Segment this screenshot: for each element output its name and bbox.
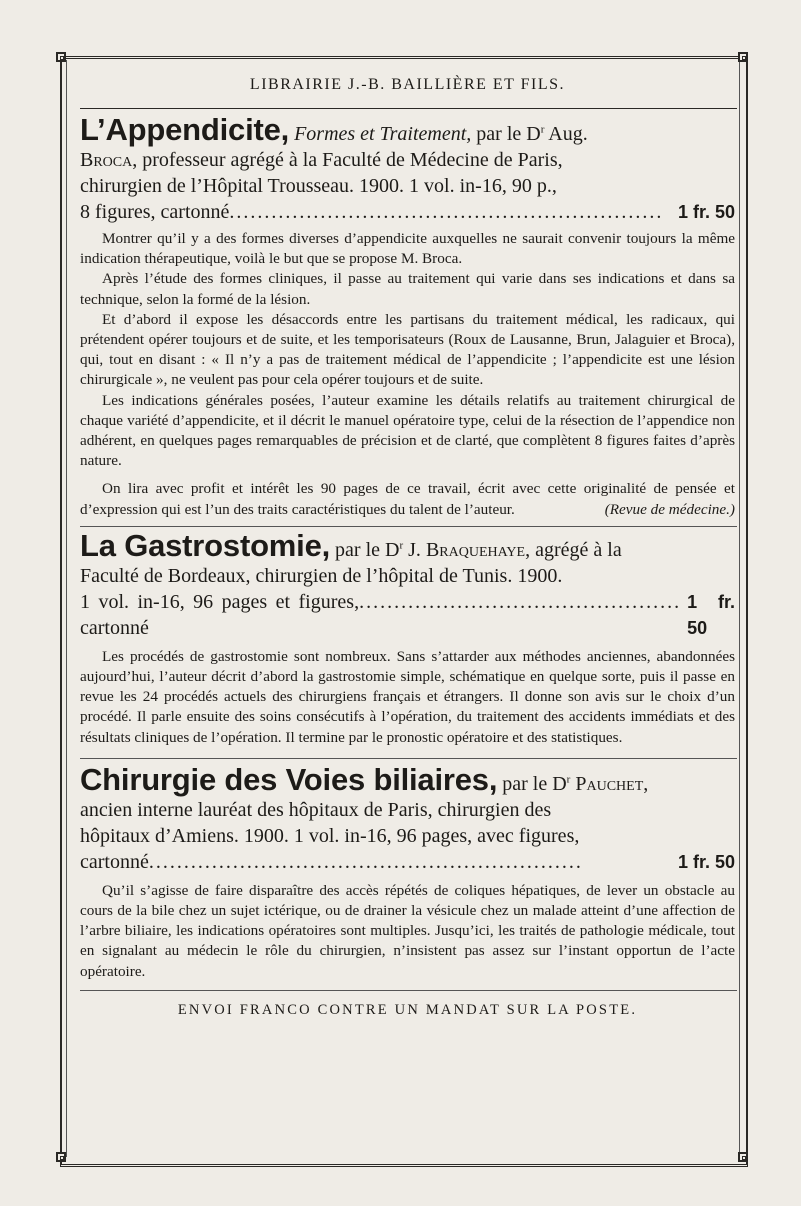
entry-affiliation: , professeur agrégé à la Faculté de Médecine de Paris, — [132, 149, 563, 171]
entry-title: La Gastrostomie, — [80, 527, 331, 563]
entry-voies-biliaires — [80, 761, 735, 982]
entry-format: 8 figures, cartonné — [80, 201, 230, 223]
entry-author: Pauchet — [575, 772, 644, 795]
page-content — [80, 64, 735, 1019]
entry-by: par le D — [335, 538, 400, 561]
entry-affiliation: , agrégé à la — [525, 538, 622, 561]
leader-dots: .............................................................. — [229, 201, 664, 223]
review-paragraph: Les procédés de gastrostomie sont nombreux. Sans s’attarder aux méthodes anciennes, abandonnées aujourd’hui, l’auteur décrit d’abord la gastrostomie simple, schématique en quelque sorte, puis il passe en revue les 24 procédés actuels des chirurgiens français et étrangers. Il donne son avis sur le choix d’un procédé. Il parle ensuite des soins consécutifs à l’opération, du traitement des accidents immédiats et des résultats cliniques de l’opération. Il termine par le pronostic opératoire et des statistiques. — [80, 647, 735, 746]
entry-price: 1 fr. 50 — [677, 202, 735, 222]
leader-dots: .............................................................. — [148, 850, 583, 873]
entry-title: L’Appendicite, — [80, 112, 290, 147]
entry-price-line — [80, 849, 735, 875]
page-header: LIBRAIRIE J.-B. BAILLIÈRE ET FILS. — [249, 76, 566, 93]
page-footer: ENVOI FRANCO CONTRE UN MANDAT SUR LA POSTE. — [177, 1001, 638, 1018]
entry-details: chirurgien de l’Hôpital Trousseau. 1900. 1 vol. in-16, 90 p., — [80, 175, 557, 197]
entry-by: par le D — [476, 123, 541, 145]
entry-author-first: Aug. — [544, 123, 588, 145]
corner-ornament-top-right — [738, 52, 748, 62]
review-paragraph-last — [80, 479, 735, 519]
entry-separator — [80, 758, 737, 759]
leader-dots: .............................................. — [359, 590, 682, 613]
entry-price-line — [80, 199, 735, 225]
review-paragraph: Montrer qu’il y a des formes diverses d’appendicite auxquelles ne saurait convenir toujours la même indication thérapeutique, voilà le but que se propose M. Broca. — [80, 230, 735, 268]
entry-separator — [80, 526, 737, 527]
entry-price: 1 fr. 50 — [687, 591, 735, 638]
header-rule — [80, 108, 737, 109]
entry-gastrostomie — [80, 527, 735, 748]
entry-format: 1 vol. in-16, 96 pages et figures, cartonné — [80, 590, 360, 639]
entry-dr-sup: r — [566, 773, 571, 786]
entry-dr-sup: r — [399, 539, 404, 552]
entry-author: Broca — [80, 149, 133, 171]
entry-subtitle: Formes et Traitement, — [294, 123, 472, 145]
entry-author: Braquehaye — [425, 538, 526, 561]
entry-details-2: hôpitaux d’Amiens. 1900. 1 vol. in-16, 96 pages, avec figures, — [80, 824, 580, 847]
review-paragraph-text: On lira avec profit et intérêt les 90 pages de ce travail, écrit avec cette originalité de pensée et d’expression qui est l’un des traits caractéristiques du talent de l’auteur. — [80, 480, 735, 518]
entry-title: Chirurgie des Voies biliaires, — [80, 761, 498, 797]
entry-details: Faculté de Bordeaux, chirurgien de l’hôpital de Tunis. 1900. — [80, 564, 563, 587]
review-paragraph: Qu’il s’agisse de faire disparaître des accès répétés de coliques hépatiques, de lever un obstacle au cours de la bile chez un sujet ictérique, ou de drainer la vésicule chez un malade atteint d’une affection de l’arbre biliaire, les indications opératoires sont multiples. Jusqu’ici, les traités de pathologie médicale, tout en signalant au médecin le rôle du chirurgien, n’insistent pas assez sur l’instant opportun de l’acte opératoire. — [80, 881, 735, 980]
review-paragraph: Et d’abord il expose les désaccords entre les partisans du traitement médical, les radicaux, qui prétendent opérer toujours et de suite, et les temporisateurs (Roux de Lausanne, Brun, Jalaguier et Broca), qui, tout en disant : « Il n’y a pas de traitement médical de l’appendicite ; l’appendicite est une lésion chirurgicale », ne veulent pas pour cela opérer toujours et de suite. — [80, 310, 735, 389]
entry-dr-sup: r — [540, 123, 545, 136]
entry-details: ancien interne lauréat des hôpitaux de Paris, chirurgien des — [80, 798, 552, 821]
footer-rule — [80, 990, 737, 991]
entry-author-pre: J. — [403, 538, 426, 561]
review-paragraph: Les indications générales posées, l’auteur examine les détails relatifs au traitement chirurgical de chaque variété d’appendicite, et il décrit le manuel opératoire type, celui de la résection de l’appendice non adhérent, en quelques pages remarquables de précision et de clarté, que complètent 8 figures faites d’après nature. — [80, 391, 735, 470]
entry-title-block — [80, 527, 735, 589]
entry-title-block — [80, 112, 735, 199]
corner-ornament-bottom-right — [738, 1152, 748, 1162]
entry-affiliation: , — [643, 772, 649, 795]
entry-price: 1 fr. 50 — [677, 851, 735, 872]
entry-format: cartonné — [80, 850, 149, 873]
review-paragraph: Après l’étude des formes cliniques, il passe au traitement qui varie dans ses indications et dans sa technique, selon la formé de la lésion. — [80, 270, 735, 308]
entry-title-block — [80, 761, 735, 849]
corner-ornament-bottom-left — [56, 1152, 66, 1162]
entry-by: par le D — [502, 772, 567, 795]
entry-appendicite — [80, 112, 735, 520]
entry-price-line — [80, 589, 735, 641]
review-source: (Revue de médecine.) — [604, 500, 735, 518]
corner-ornament-top-left — [56, 52, 66, 62]
